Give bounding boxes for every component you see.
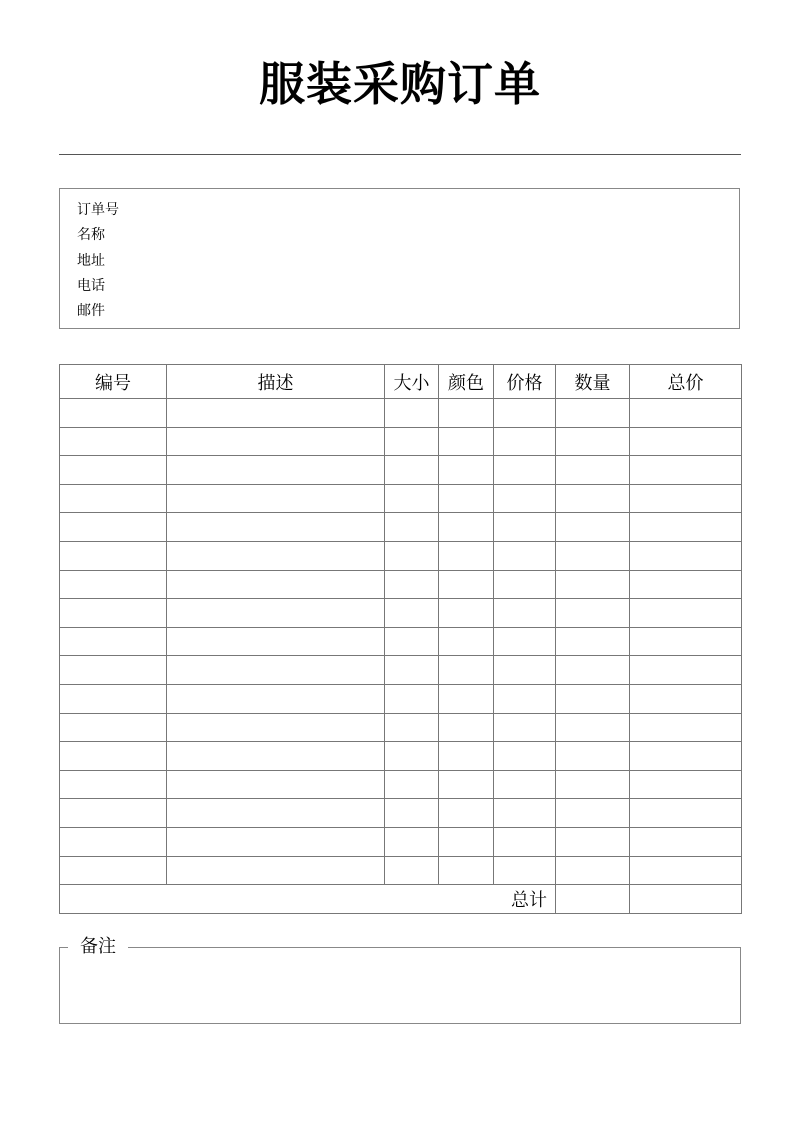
column-header-description: 描述 <box>167 365 385 399</box>
id-cell[interactable] <box>60 742 167 771</box>
column-header-id: 编号 <box>60 365 167 399</box>
description-cell[interactable] <box>167 827 385 856</box>
color-cell[interactable] <box>439 856 494 885</box>
quantity-cell[interactable] <box>556 541 630 570</box>
color-cell[interactable] <box>439 513 494 542</box>
size-cell[interactable] <box>385 484 439 513</box>
total-row <box>60 885 742 914</box>
color-cell[interactable] <box>439 484 494 513</box>
size-cell[interactable] <box>385 799 439 828</box>
quantity-cell[interactable] <box>556 427 630 456</box>
table-row <box>60 456 742 485</box>
description-cell[interactable] <box>167 456 385 485</box>
table-row <box>60 656 742 685</box>
color-cell[interactable] <box>439 799 494 828</box>
table-header-row <box>60 365 742 399</box>
size-cell[interactable] <box>385 656 439 685</box>
size-cell[interactable] <box>385 513 439 542</box>
price-cell[interactable] <box>494 513 556 542</box>
size-cell[interactable] <box>385 399 439 428</box>
total-price-cell[interactable] <box>630 684 742 713</box>
color-cell[interactable] <box>439 627 494 656</box>
total-price-cell[interactable] <box>630 399 742 428</box>
total-price-cell[interactable] <box>630 599 742 628</box>
column-header-total-price: 总价 <box>630 365 742 399</box>
quantity-cell[interactable] <box>556 456 630 485</box>
table-row <box>60 399 742 428</box>
quantity-cell[interactable] <box>556 399 630 428</box>
total-price-cell[interactable] <box>630 541 742 570</box>
description-cell[interactable] <box>167 484 385 513</box>
id-cell[interactable] <box>60 399 167 428</box>
price-cell[interactable] <box>494 599 556 628</box>
price-cell[interactable] <box>494 742 556 771</box>
table-row <box>60 541 742 570</box>
total-price-cell[interactable] <box>630 484 742 513</box>
size-cell[interactable] <box>385 742 439 771</box>
table-row <box>60 684 742 713</box>
description-cell[interactable] <box>167 799 385 828</box>
description-cell[interactable] <box>167 599 385 628</box>
quantity-cell[interactable] <box>556 713 630 742</box>
description-cell[interactable] <box>167 713 385 742</box>
address-label: 地址 <box>77 252 105 269</box>
table-row <box>60 742 742 771</box>
price-cell[interactable] <box>494 684 556 713</box>
description-cell[interactable] <box>167 570 385 599</box>
remarks-label: 备注 <box>68 934 128 960</box>
quantity-cell[interactable] <box>556 827 630 856</box>
table-row <box>60 570 742 599</box>
price-cell[interactable] <box>494 570 556 599</box>
price-cell[interactable] <box>494 713 556 742</box>
description-cell[interactable] <box>167 742 385 771</box>
total-price-cell[interactable] <box>630 627 742 656</box>
id-cell[interactable] <box>60 656 167 685</box>
total-price-cell[interactable] <box>630 427 742 456</box>
description-cell[interactable] <box>167 541 385 570</box>
description-cell[interactable] <box>167 627 385 656</box>
total-price-cell[interactable] <box>630 856 742 885</box>
total-price-cell[interactable] <box>630 656 742 685</box>
price-cell[interactable] <box>494 627 556 656</box>
color-cell[interactable] <box>439 456 494 485</box>
color-cell[interactable] <box>439 599 494 628</box>
color-cell[interactable] <box>439 770 494 799</box>
size-cell[interactable] <box>385 627 439 656</box>
price-cell[interactable] <box>494 827 556 856</box>
id-cell[interactable] <box>60 627 167 656</box>
quantity-cell[interactable] <box>556 627 630 656</box>
table-row <box>60 627 742 656</box>
total-price-cell[interactable] <box>630 713 742 742</box>
description-cell[interactable] <box>167 656 385 685</box>
size-cell[interactable] <box>385 770 439 799</box>
price-cell[interactable] <box>494 541 556 570</box>
id-cell[interactable] <box>60 770 167 799</box>
color-cell[interactable] <box>439 684 494 713</box>
size-cell[interactable] <box>385 456 439 485</box>
total-price-cell[interactable] <box>630 456 742 485</box>
total-quantity-cell[interactable] <box>556 885 630 914</box>
total-price-cell[interactable] <box>630 513 742 542</box>
column-header-color: 颜色 <box>439 365 494 399</box>
color-cell[interactable] <box>439 541 494 570</box>
column-header-size: 大小 <box>385 365 439 399</box>
size-cell[interactable] <box>385 684 439 713</box>
size-cell[interactable] <box>385 856 439 885</box>
name-label: 名称 <box>77 227 105 244</box>
page-title: 服装采购订单 <box>259 57 541 111</box>
phone-label: 电话 <box>77 277 105 294</box>
color-cell[interactable] <box>439 570 494 599</box>
id-cell[interactable] <box>60 827 167 856</box>
title-divider <box>59 154 741 155</box>
size-cell[interactable] <box>385 599 439 628</box>
id-cell[interactable] <box>60 599 167 628</box>
quantity-cell[interactable] <box>556 684 630 713</box>
id-cell[interactable] <box>60 427 167 456</box>
order-info-box <box>59 188 740 329</box>
id-cell[interactable] <box>60 684 167 713</box>
quantity-cell[interactable] <box>556 799 630 828</box>
description-cell[interactable] <box>167 513 385 542</box>
price-cell[interactable] <box>494 656 556 685</box>
total-price-cell[interactable] <box>630 799 742 828</box>
price-cell[interactable] <box>494 856 556 885</box>
table-row <box>60 427 742 456</box>
price-cell[interactable] <box>494 427 556 456</box>
size-cell[interactable] <box>385 713 439 742</box>
remarks-box[interactable] <box>59 947 741 1024</box>
email-label: 邮件 <box>77 303 105 320</box>
size-cell[interactable] <box>385 827 439 856</box>
table-row <box>60 713 742 742</box>
description-cell[interactable] <box>167 399 385 428</box>
price-cell[interactable] <box>494 399 556 428</box>
total-label: 总计 <box>60 885 556 914</box>
id-cell[interactable] <box>60 484 167 513</box>
description-cell[interactable] <box>167 856 385 885</box>
total-price-cell[interactable] <box>630 570 742 599</box>
color-cell[interactable] <box>439 399 494 428</box>
total-price-cell[interactable] <box>630 827 742 856</box>
total-price-cell[interactable] <box>630 770 742 799</box>
table-row <box>60 799 742 828</box>
price-cell[interactable] <box>494 770 556 799</box>
table-row <box>60 484 742 513</box>
table-row <box>60 770 742 799</box>
description-cell[interactable] <box>167 684 385 713</box>
id-cell[interactable] <box>60 713 167 742</box>
price-cell[interactable] <box>494 484 556 513</box>
quantity-cell[interactable] <box>556 742 630 771</box>
quantity-cell[interactable] <box>556 484 630 513</box>
size-cell[interactable] <box>385 570 439 599</box>
id-cell[interactable] <box>60 541 167 570</box>
total-price-cell[interactable] <box>630 885 742 914</box>
table-row <box>60 827 742 856</box>
id-cell[interactable] <box>60 856 167 885</box>
color-cell[interactable] <box>439 427 494 456</box>
column-header-quantity: 数量 <box>556 365 630 399</box>
description-cell[interactable] <box>167 770 385 799</box>
table-row <box>60 856 742 885</box>
table-row <box>60 599 742 628</box>
order-table <box>59 364 742 914</box>
table-row <box>60 513 742 542</box>
quantity-cell[interactable] <box>556 770 630 799</box>
color-cell[interactable] <box>439 713 494 742</box>
size-cell[interactable] <box>385 541 439 570</box>
id-cell[interactable] <box>60 799 167 828</box>
quantity-cell[interactable] <box>556 570 630 599</box>
color-cell[interactable] <box>439 742 494 771</box>
column-header-price: 价格 <box>494 365 556 399</box>
quantity-cell[interactable] <box>556 599 630 628</box>
color-cell[interactable] <box>439 656 494 685</box>
id-cell[interactable] <box>60 513 167 542</box>
price-cell[interactable] <box>494 456 556 485</box>
quantity-cell[interactable] <box>556 656 630 685</box>
order-number-label: 订单号 <box>77 202 119 218</box>
total-price-cell[interactable] <box>630 742 742 771</box>
quantity-cell[interactable] <box>556 513 630 542</box>
id-cell[interactable] <box>60 456 167 485</box>
size-cell[interactable] <box>385 427 439 456</box>
description-cell[interactable] <box>167 427 385 456</box>
color-cell[interactable] <box>439 827 494 856</box>
table-body <box>60 399 742 914</box>
id-cell[interactable] <box>60 570 167 599</box>
price-cell[interactable] <box>494 799 556 828</box>
quantity-cell[interactable] <box>556 856 630 885</box>
